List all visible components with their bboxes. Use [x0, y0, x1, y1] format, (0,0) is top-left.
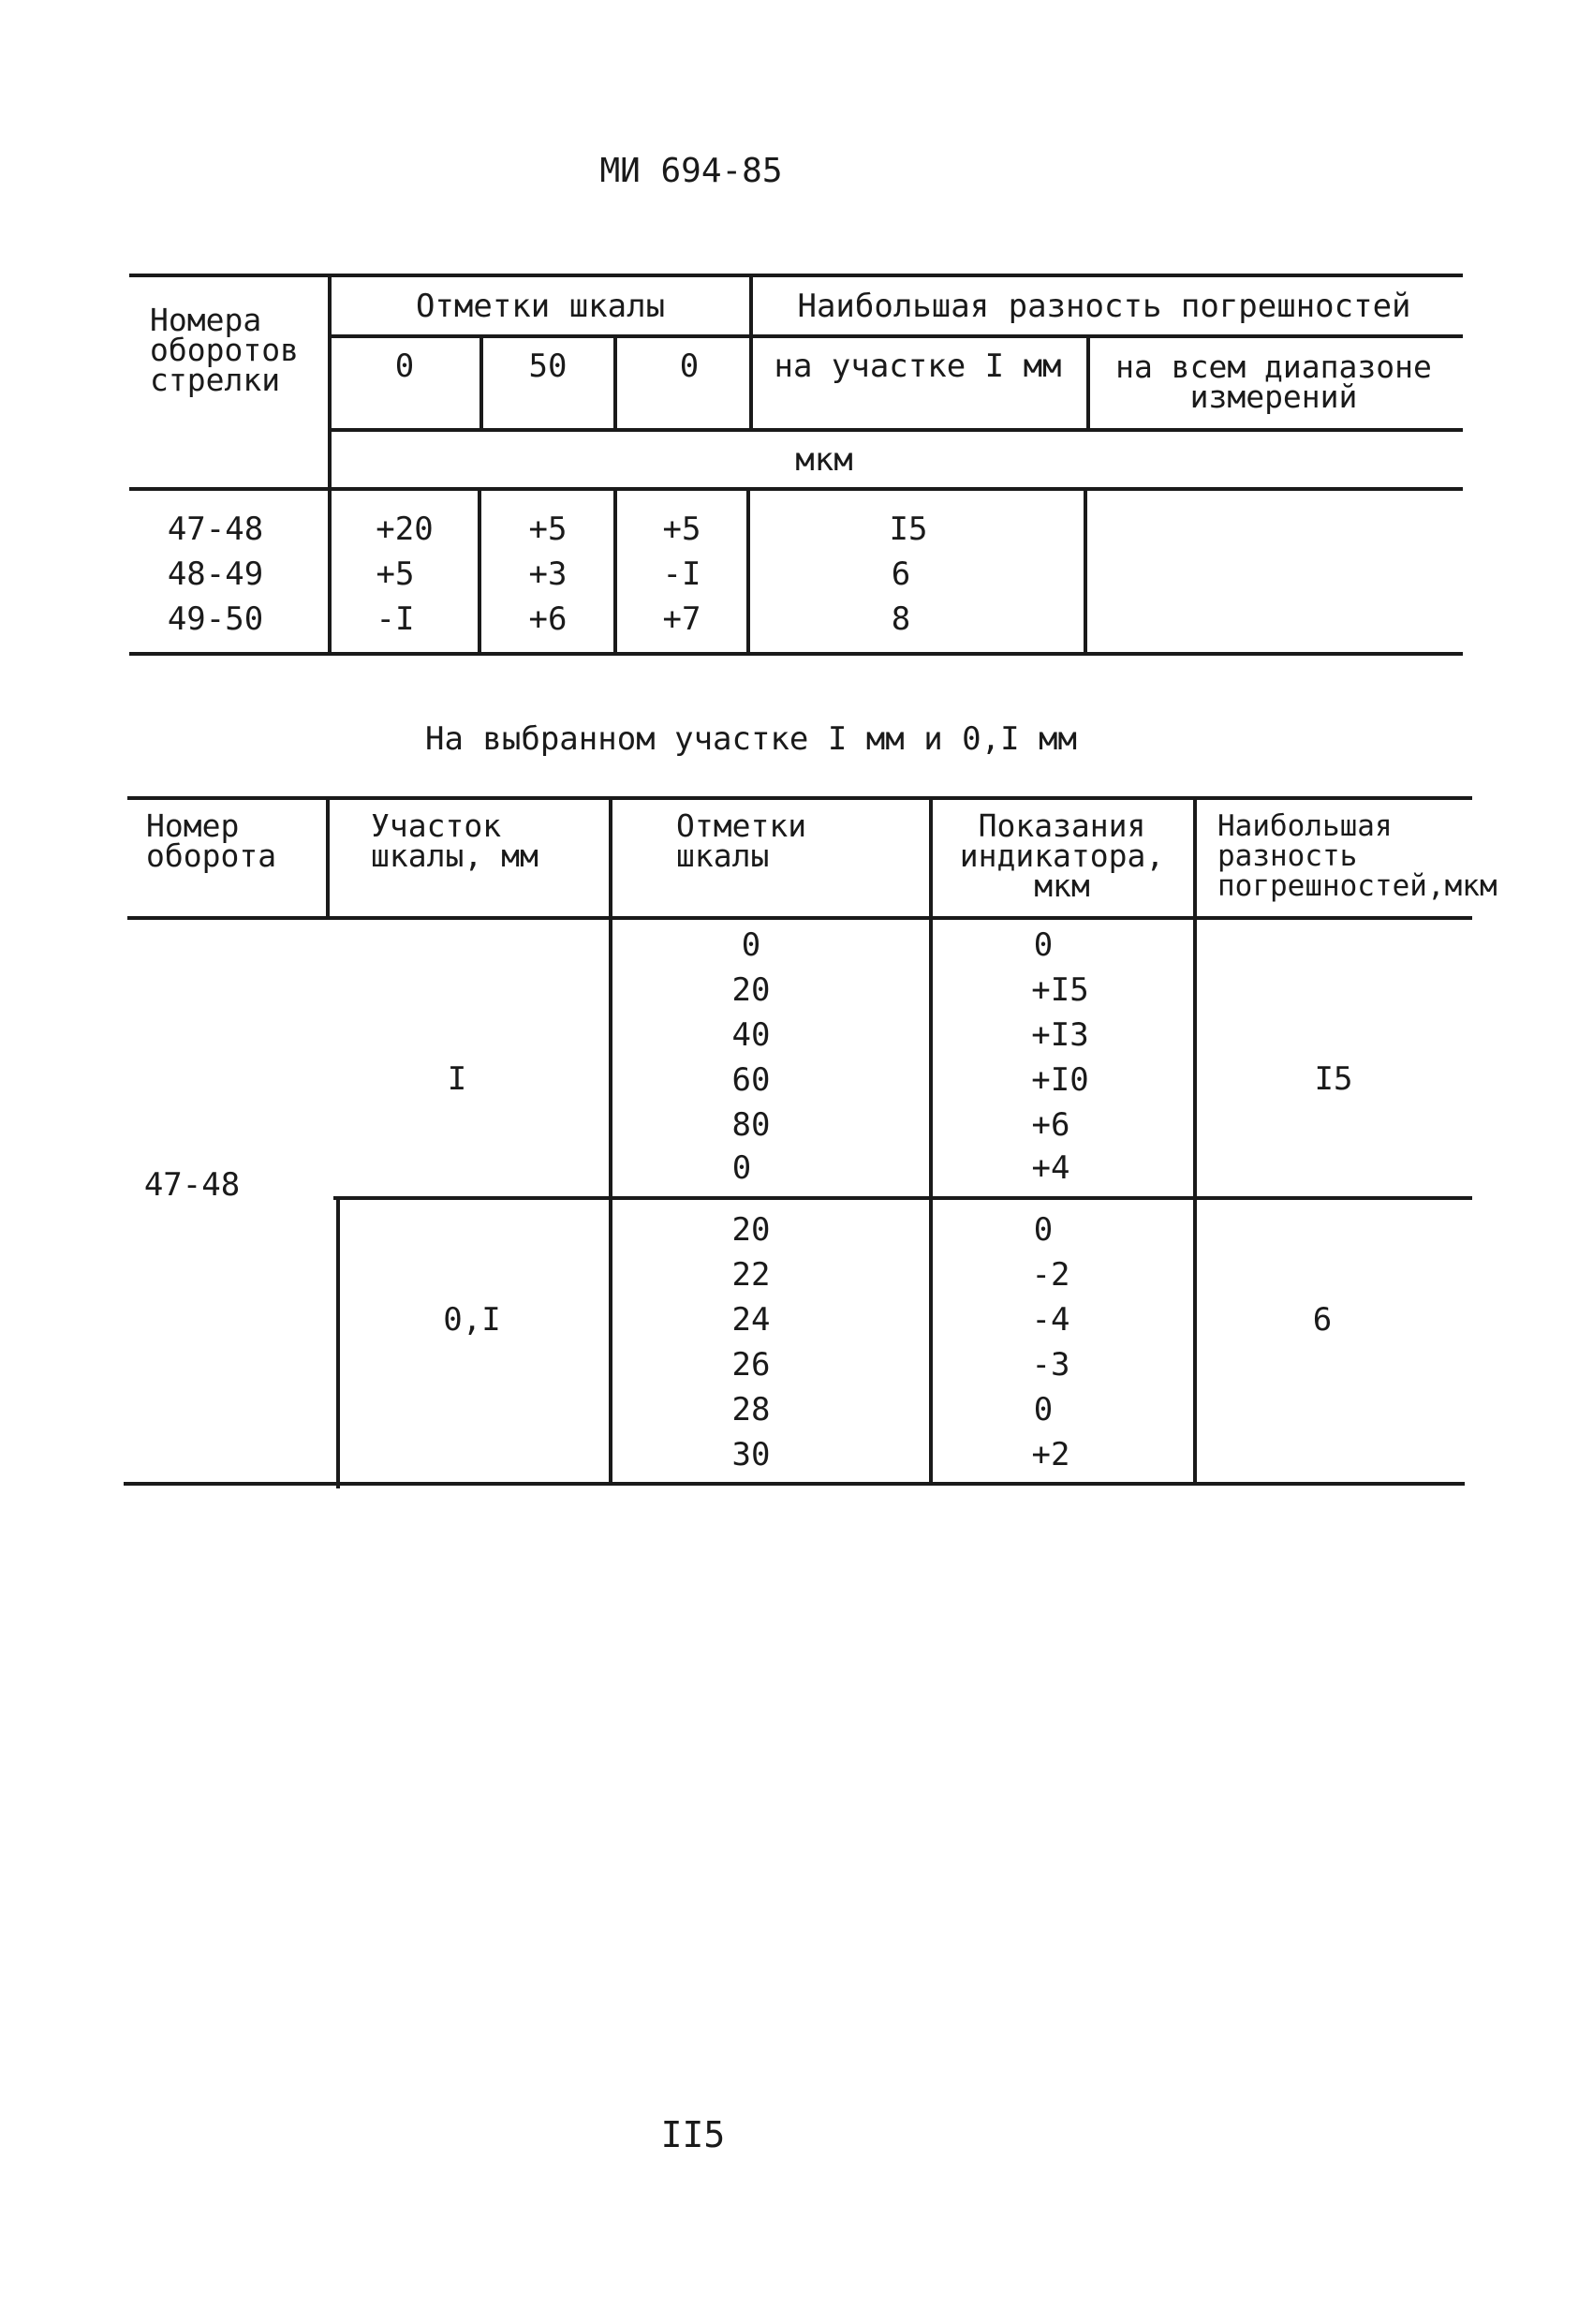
table1-vrule-4 [749, 274, 753, 430]
table2-group-rule [333, 1196, 1472, 1200]
table2-mark: 24 [731, 1301, 771, 1339]
table1-cell-mark-b: +5 [528, 511, 568, 548]
table1-header-rule-2 [330, 428, 1463, 432]
table1-header-max-diff: Наибольшая разность погрешностей [797, 288, 1411, 325]
table1-vrule-3 [613, 334, 617, 430]
table2-mark: 26 [731, 1346, 771, 1384]
table2-group-section: I [447, 1060, 467, 1098]
table2-header-revolution: Номер оборота [146, 807, 277, 874]
table2-reading: +2 [1031, 1436, 1070, 1473]
table1-header-scale-marks: Отметки шкалы [415, 288, 666, 325]
table1-cell-mark-c: +5 [662, 511, 701, 548]
table1-vrule-5 [1086, 334, 1090, 430]
table1-header-rule-1 [330, 334, 1463, 338]
table1-header-unit: мкм [795, 441, 853, 479]
table2-vrule-2 [609, 796, 612, 1484]
table2-header-readings: Показания индикатора, мкм [959, 807, 1165, 904]
table2-reading: 0 [1033, 1211, 1054, 1249]
table2-mark: 28 [731, 1391, 771, 1428]
table2-bottom-rule [124, 1482, 1465, 1486]
table2-reading: +4 [1031, 1149, 1070, 1187]
table2-reading: -3 [1031, 1346, 1070, 1384]
table2-group-max-diff: 6 [1312, 1301, 1333, 1339]
table1-vrule-1 [328, 274, 332, 656]
table2-mark: 60 [731, 1061, 771, 1099]
table1-cell-mark-c: -I [662, 555, 701, 593]
table2-reading: 0 [1033, 926, 1054, 964]
table1-header-mark-0b: 0 [679, 348, 700, 385]
table1-cell-rev: 49-50 [167, 600, 264, 638]
table1-cell-section: 6 [891, 555, 911, 593]
table1-cell-mark-a: +20 [376, 511, 434, 548]
table1-vrule-4b [746, 487, 750, 656]
table1-cell-mark-b: +6 [528, 600, 568, 638]
page-number: II5 [660, 2114, 726, 2155]
table2-header-marks: Отметки шкалы [676, 807, 807, 874]
table1-header-mark-0: 0 [394, 348, 415, 385]
table1-header-on-section: на участке I мм [774, 348, 1062, 385]
table2-mark: 20 [731, 971, 771, 1009]
table1-cell-section: I5 [889, 511, 928, 548]
table2-revolution: 47-48 [143, 1166, 241, 1204]
table1-cell-section: 8 [891, 600, 911, 638]
table1-cell-mark-c: +7 [662, 600, 701, 638]
table1-cell-rev: 48-49 [167, 555, 264, 593]
table2-reading: +I0 [1031, 1061, 1089, 1099]
table2-vrule-3 [929, 796, 933, 1484]
table2-group-max-diff: I5 [1314, 1060, 1353, 1098]
table1-vrule-5b [1084, 487, 1087, 656]
table2-header-max-diff: Наибольшая разность погрешностей,мкм [1217, 809, 1497, 903]
table1-vrule-2 [479, 334, 483, 430]
table2-mark: 22 [731, 1256, 771, 1294]
table2-mark: 20 [731, 1211, 771, 1249]
table1-vrule-2b [478, 487, 481, 656]
table2-reading: +I5 [1031, 971, 1089, 1009]
table2-group-section: 0,I [443, 1301, 501, 1339]
table2-vrule-4 [1193, 796, 1197, 1484]
table2-reading: +6 [1031, 1106, 1070, 1144]
table1-cell-rev: 47-48 [167, 511, 264, 548]
table2-caption: На выбранном участке I мм и 0,I мм [425, 720, 1077, 758]
table1-header-on-range: на всем диапазоне измерений [1115, 348, 1432, 415]
table1-cell-mark-a: -I [376, 600, 415, 638]
table2-mark: 30 [731, 1436, 771, 1473]
table2-mark: 0 [731, 1149, 752, 1187]
table2-reading: 0 [1033, 1391, 1054, 1428]
table1-vrule-3b [613, 487, 617, 656]
table2-mark: 0 [741, 926, 761, 964]
table2-reading: +I3 [1031, 1016, 1089, 1054]
table2-vrule-1b [336, 1196, 340, 1488]
table1-header-revolutions: Номера оборотов стрелки [150, 302, 299, 398]
table2-vrule-1 [326, 796, 330, 918]
table2-reading: -4 [1031, 1301, 1070, 1339]
table1-header-mark-50: 50 [528, 348, 568, 385]
table1-cell-mark-a: +5 [376, 555, 415, 593]
table2-header-section: Участок шкалы, мм [371, 807, 538, 874]
table2-mark: 40 [731, 1016, 771, 1054]
table1-cell-mark-b: +3 [528, 555, 568, 593]
table2-reading: -2 [1031, 1256, 1070, 1294]
table2-mark: 80 [731, 1106, 771, 1144]
document-code: МИ 694-85 [599, 152, 783, 190]
